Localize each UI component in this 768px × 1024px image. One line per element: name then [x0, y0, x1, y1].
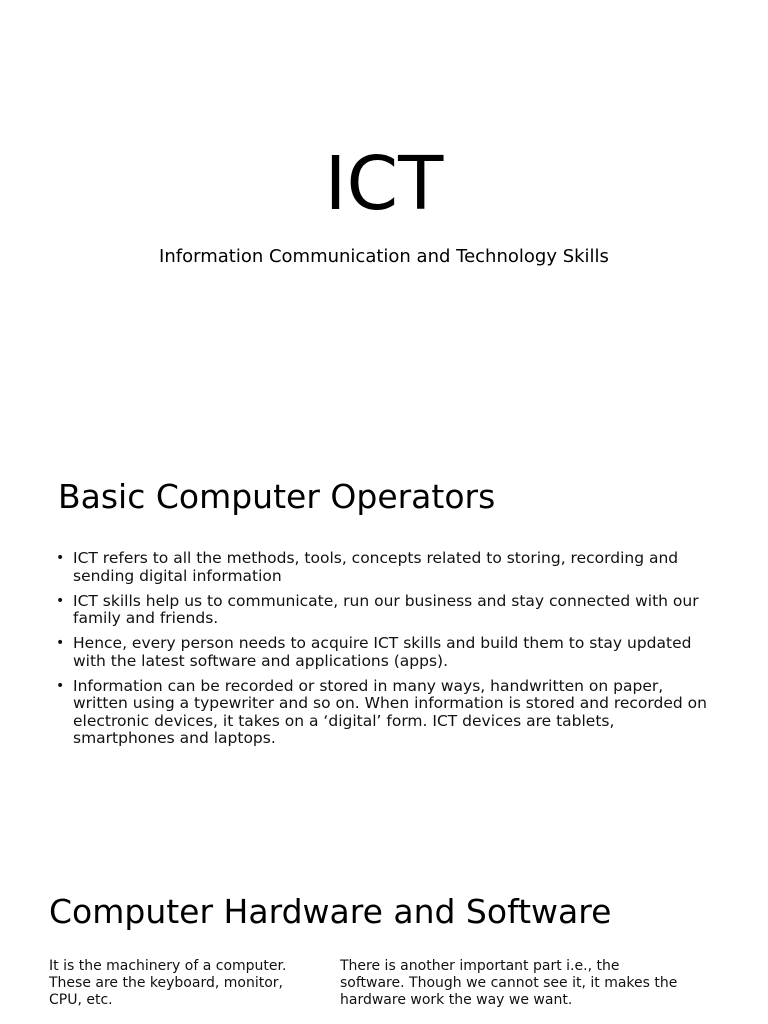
list-item [55, 678, 715, 748]
list-item-text: Information can be recorded or stored in many ways, handwritten on paper, written using a typewriter and so on. When information is stored and recorded on electronic devices, it takes on a ‘digital’ form. ICT devices are tablets, smartphones and laptops. [73, 676, 707, 747]
list-item [55, 635, 715, 670]
bullet-icon: • [56, 550, 65, 566]
list-item-text: ICT refers to all the methods, tools, concepts related to storing, recording and sending digital information [73, 549, 679, 585]
section-heading-hardware-software: Computer Hardware and Software [49, 892, 612, 931]
slide-title: ICT [324, 141, 444, 227]
bullet-list [55, 550, 715, 755]
list-item [55, 550, 715, 585]
bullet-icon: • [56, 592, 65, 609]
bullet-icon: • [56, 677, 65, 694]
bullet-icon: • [56, 635, 65, 651]
hardware-description: It is the machinery of a computer. These are the keyboard, monitor, CPU, etc. [49, 958, 287, 1008]
software-description: There is another important part i.e., the software. Though we cannot see it, it makes the hardware work the way we want. [340, 958, 678, 1008]
list-item-text: ICT skills help us to communicate, run our business and stay connected with our family and friends. [73, 591, 699, 627]
section-heading-basic-operators: Basic Computer Operators [58, 477, 496, 516]
list-item [55, 593, 715, 628]
list-item-text: Hence, every person needs to acquire ICT skills and build them to stay updated with the latest software and applications (apps). [73, 634, 692, 670]
slide-subtitle: Information Communication and Technology Skills [159, 246, 609, 267]
